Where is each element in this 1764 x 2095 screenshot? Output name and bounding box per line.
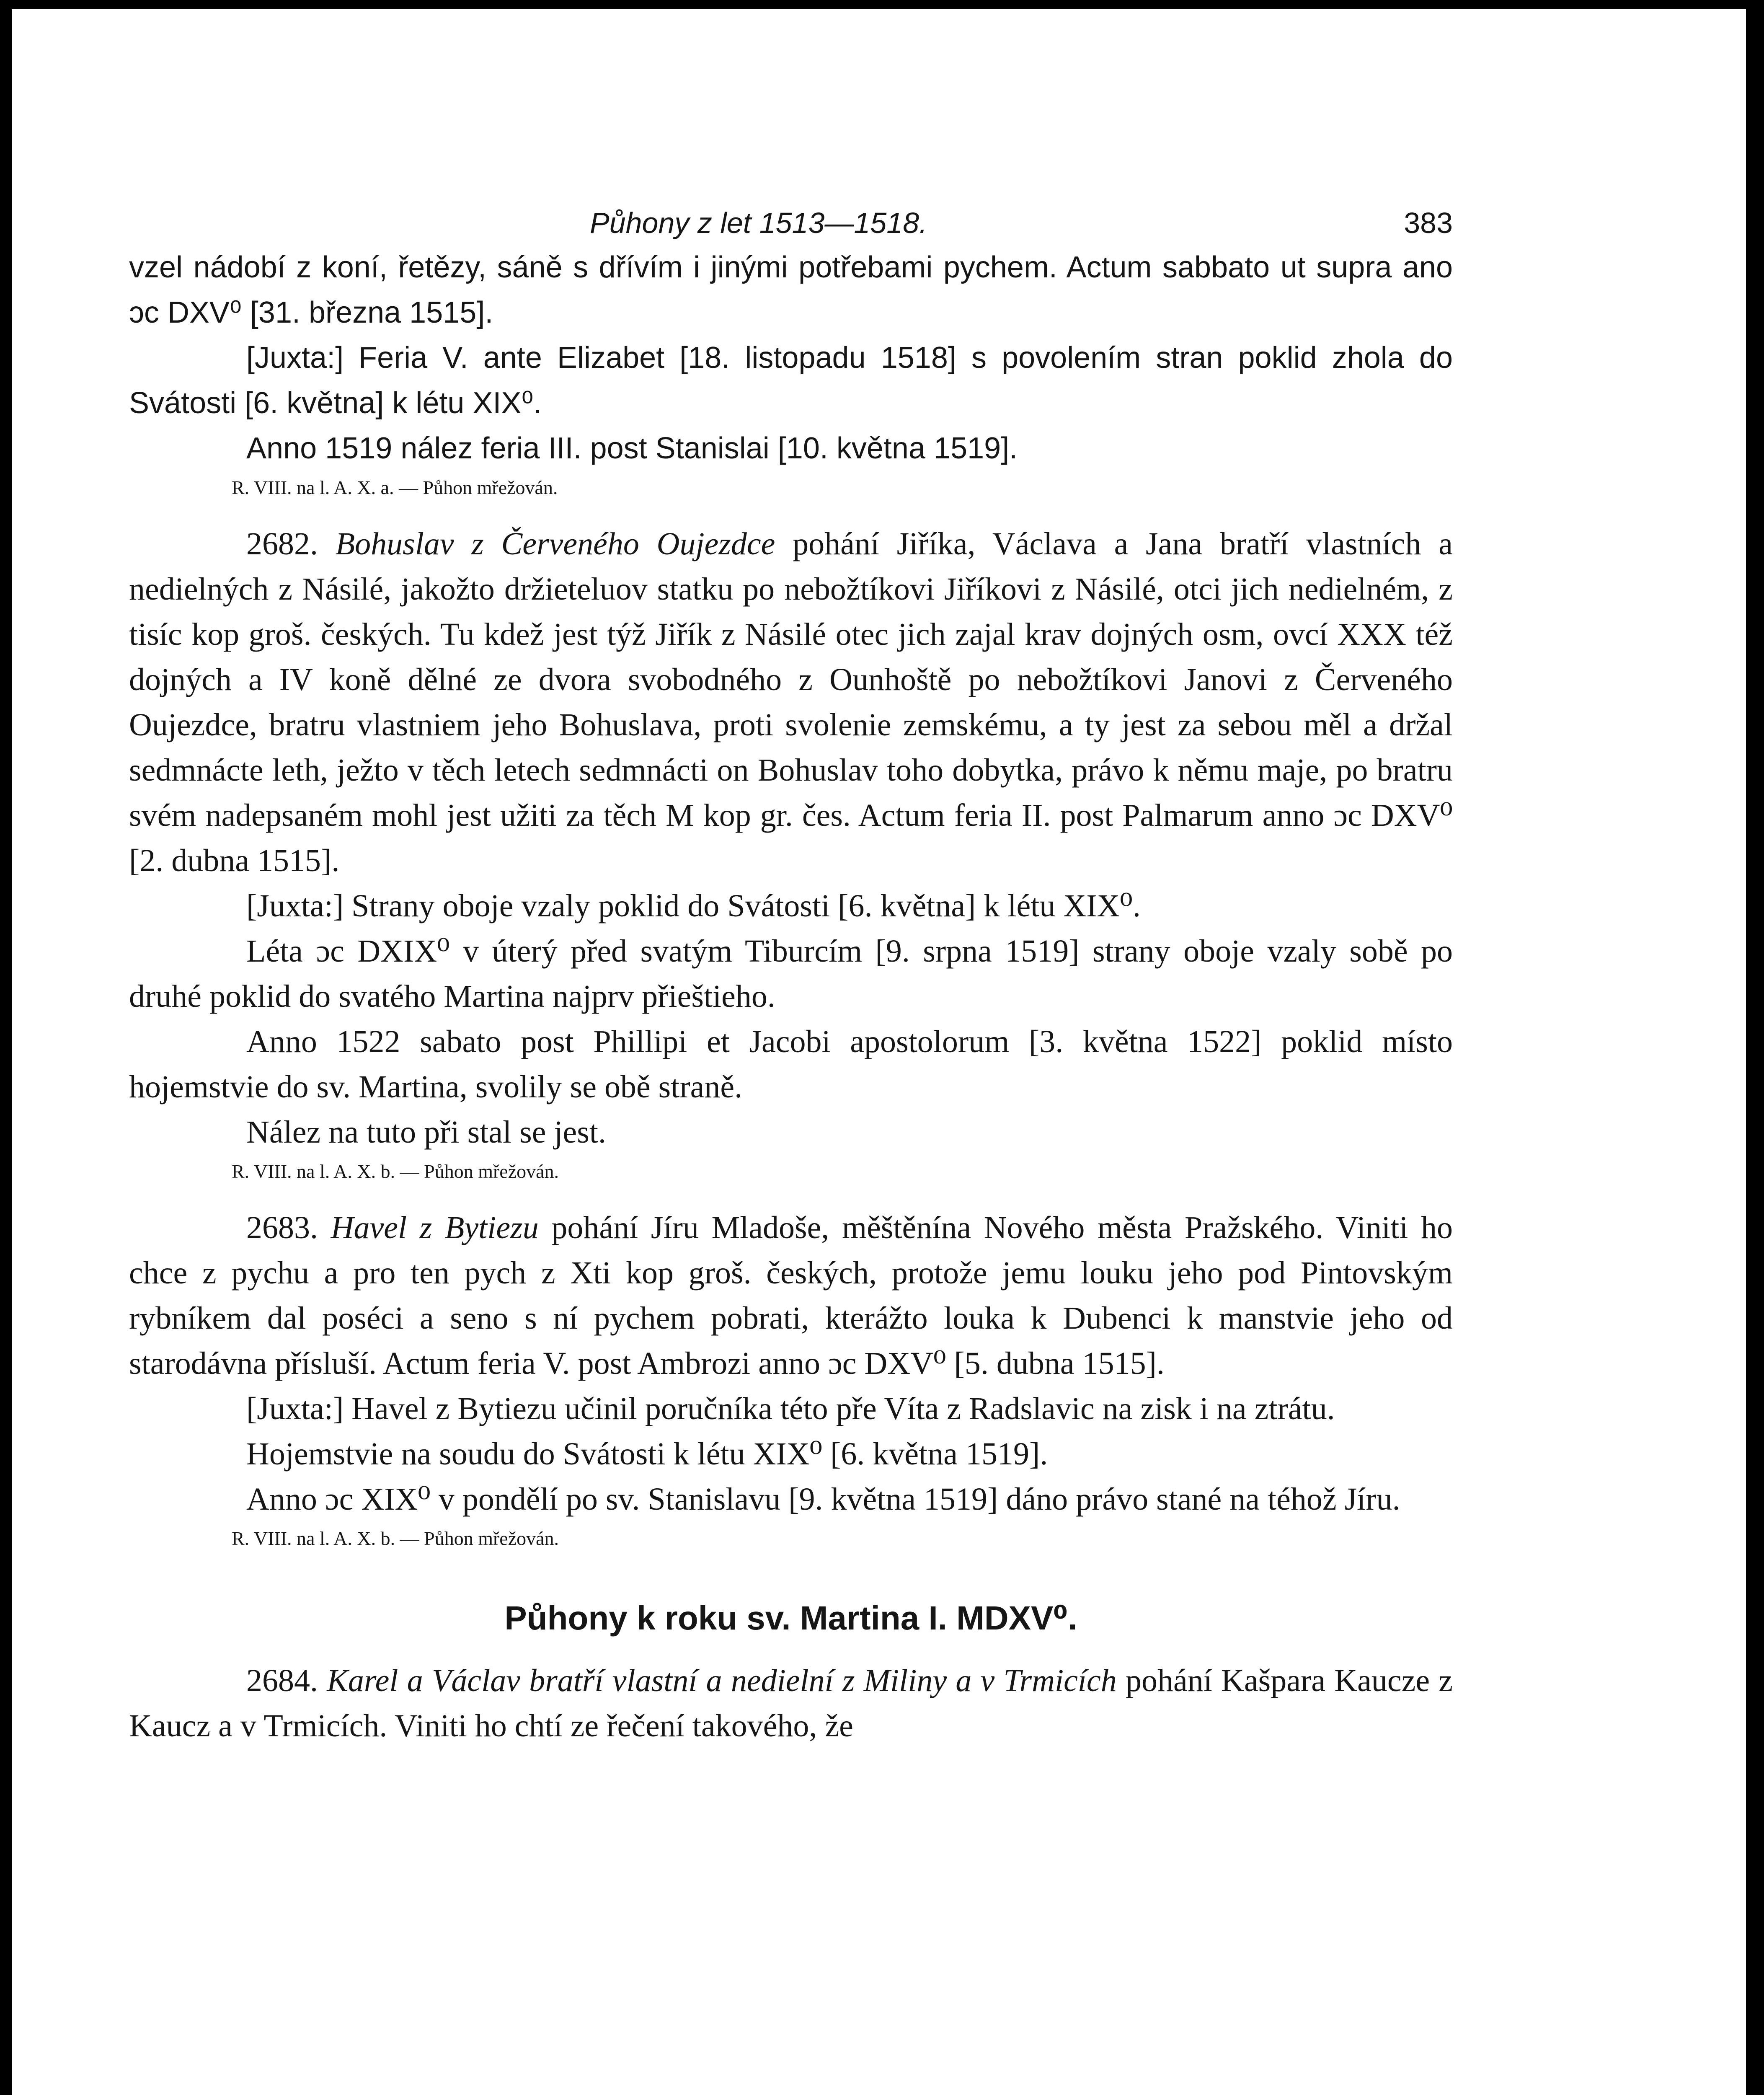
continuation-paragraph: vzel nádobí z koní, řetězy, sáně s dřívím i jinými potřebami pychem. Actum sabbato ut supra ano ɔc DXV⁰ [31. března 1515]. [129, 251, 1453, 329]
entry-names: Bohuslav z Červeného Oujezdce [335, 526, 775, 561]
entry-names: Havel z Bytiezu [331, 1210, 539, 1245]
entry-body: pohání Kašpara Kaucze z Kaucz a v Trmicích. Viniti ho chtí ze řečení takového, že [129, 1663, 1453, 1743]
document-page [12, 9, 1746, 2095]
reference-note: R. VIII. na l. A. X. b. — Půhon mřežován. [232, 1528, 559, 1549]
section-heading: Půhony k roku sv. Martina I. MDXV⁰. [504, 1599, 1077, 1637]
page-number: 383 [1404, 207, 1453, 239]
entry-body: pohání Jíru Mladoše, měštěnína Nového města Pražského. Viniti ho chce z pychu a pro ten pych z Xti kop groš. českých, protože jemu louku jeho pod Pintovským rybníkem dal poséci a seno s ní pychem pobrati, kterážto louka k Dubenci k manstvie jeho od starodávna přísluší. Actum feria V. post Ambrozi anno ɔc DXV⁰ [5. dubna 1515]. [129, 1210, 1453, 1381]
reference-note: R. VIII. na l. A. X. b. — Půhon mřežován. [232, 1161, 559, 1182]
entry-2684 [129, 1658, 1453, 1748]
entry-note: [Juxta:] Havel z Bytiezu učinil poručníka této pře Víta z Radslavic na zisk i na ztrátu. [246, 1391, 1335, 1426]
running-header [129, 206, 1453, 245]
running-title: Půhony z let 1513—1518. [590, 207, 927, 239]
entry-note: Hojemstvie na soudu do Svátosti k létu XIX⁰ [6. května 1519]. [246, 1436, 1048, 1472]
entry-2683 [129, 1205, 1453, 1386]
entry-number: 2684. [246, 1663, 318, 1698]
entry-note: [Juxta:] Strany oboje vzaly poklid do Svátosti [6. května] k létu XIX⁰. [246, 888, 1141, 923]
entry-number: 2682. [246, 526, 318, 561]
continuation-anno: Anno 1519 nález feria III. post Stanislai [10. května 1519]. [246, 432, 1018, 465]
entry-number: 2683. [246, 1210, 318, 1245]
entry-names: Karel a Václav bratří vlastní a nedielní z Miliny a v Trmicích [327, 1663, 1117, 1698]
reference-note: R. VIII. na l. A. X. a. — Půhon mřežován. [232, 477, 558, 498]
entry-body: pohání Jiříka, Václava a Jana bratří vlastních a nedielných z Násilé, jakožto držieteluov statku po nebožtíkovi Jiříkovi z Násilé, otci jich nedielném, z tisíc kop groš. českých. Tu kdež jest týž Jiřík z Násilé otec jich zajal krav dojných osm, ovcí XXX též dojných a IV koně dělné ze dvora svobodného z Ounhoště po nebožtíkovi Janovi z Červeného Oujezdce, bratru vlastniem jeho Bohuslava, proti svolenie zemskému, a ty jest za sebou měl a držal sedmnácte leth, ježto v těch letech sedmnácti on Bohuslav toho dobytka, právo k němu maje, po bratru svém nadepsaném mohl jest užiti za těch M kop gr. čes. Actum feria II. post Palmarum anno ɔc DXV⁰ [2. dubna 1515]. [129, 526, 1453, 878]
continuation-juxta: [Juxta:] Feria V. ante Elizabet [18. listopadu 1518] s povolením stran poklid zhola do Svátosti [6. května] k létu XIX⁰. [129, 341, 1453, 420]
entry-2682 [129, 521, 1453, 883]
entry-note: Léta ɔc DXIX⁰ v úterý před svatým Tiburcím [9. srpna 1519] strany oboje vzaly sobě po druhé poklid do svatého Martina najprv přieštieho. [129, 934, 1453, 1014]
entry-note: Nález na tuto při stal se jest. [246, 1115, 606, 1150]
entry-note: Anno 1522 sabato post Phillipi et Jacobi apostolorum [3. května 1522] poklid místo hojemstvie do sv. Martina, svolily se obě straně. [129, 1024, 1453, 1104]
entry-note: Anno ɔc XIX⁰ v pondělí po sv. Stanislavu [9. května 1519] dáno právo stané na téhož Jíru. [246, 1482, 1400, 1517]
text-block [129, 206, 1453, 1748]
